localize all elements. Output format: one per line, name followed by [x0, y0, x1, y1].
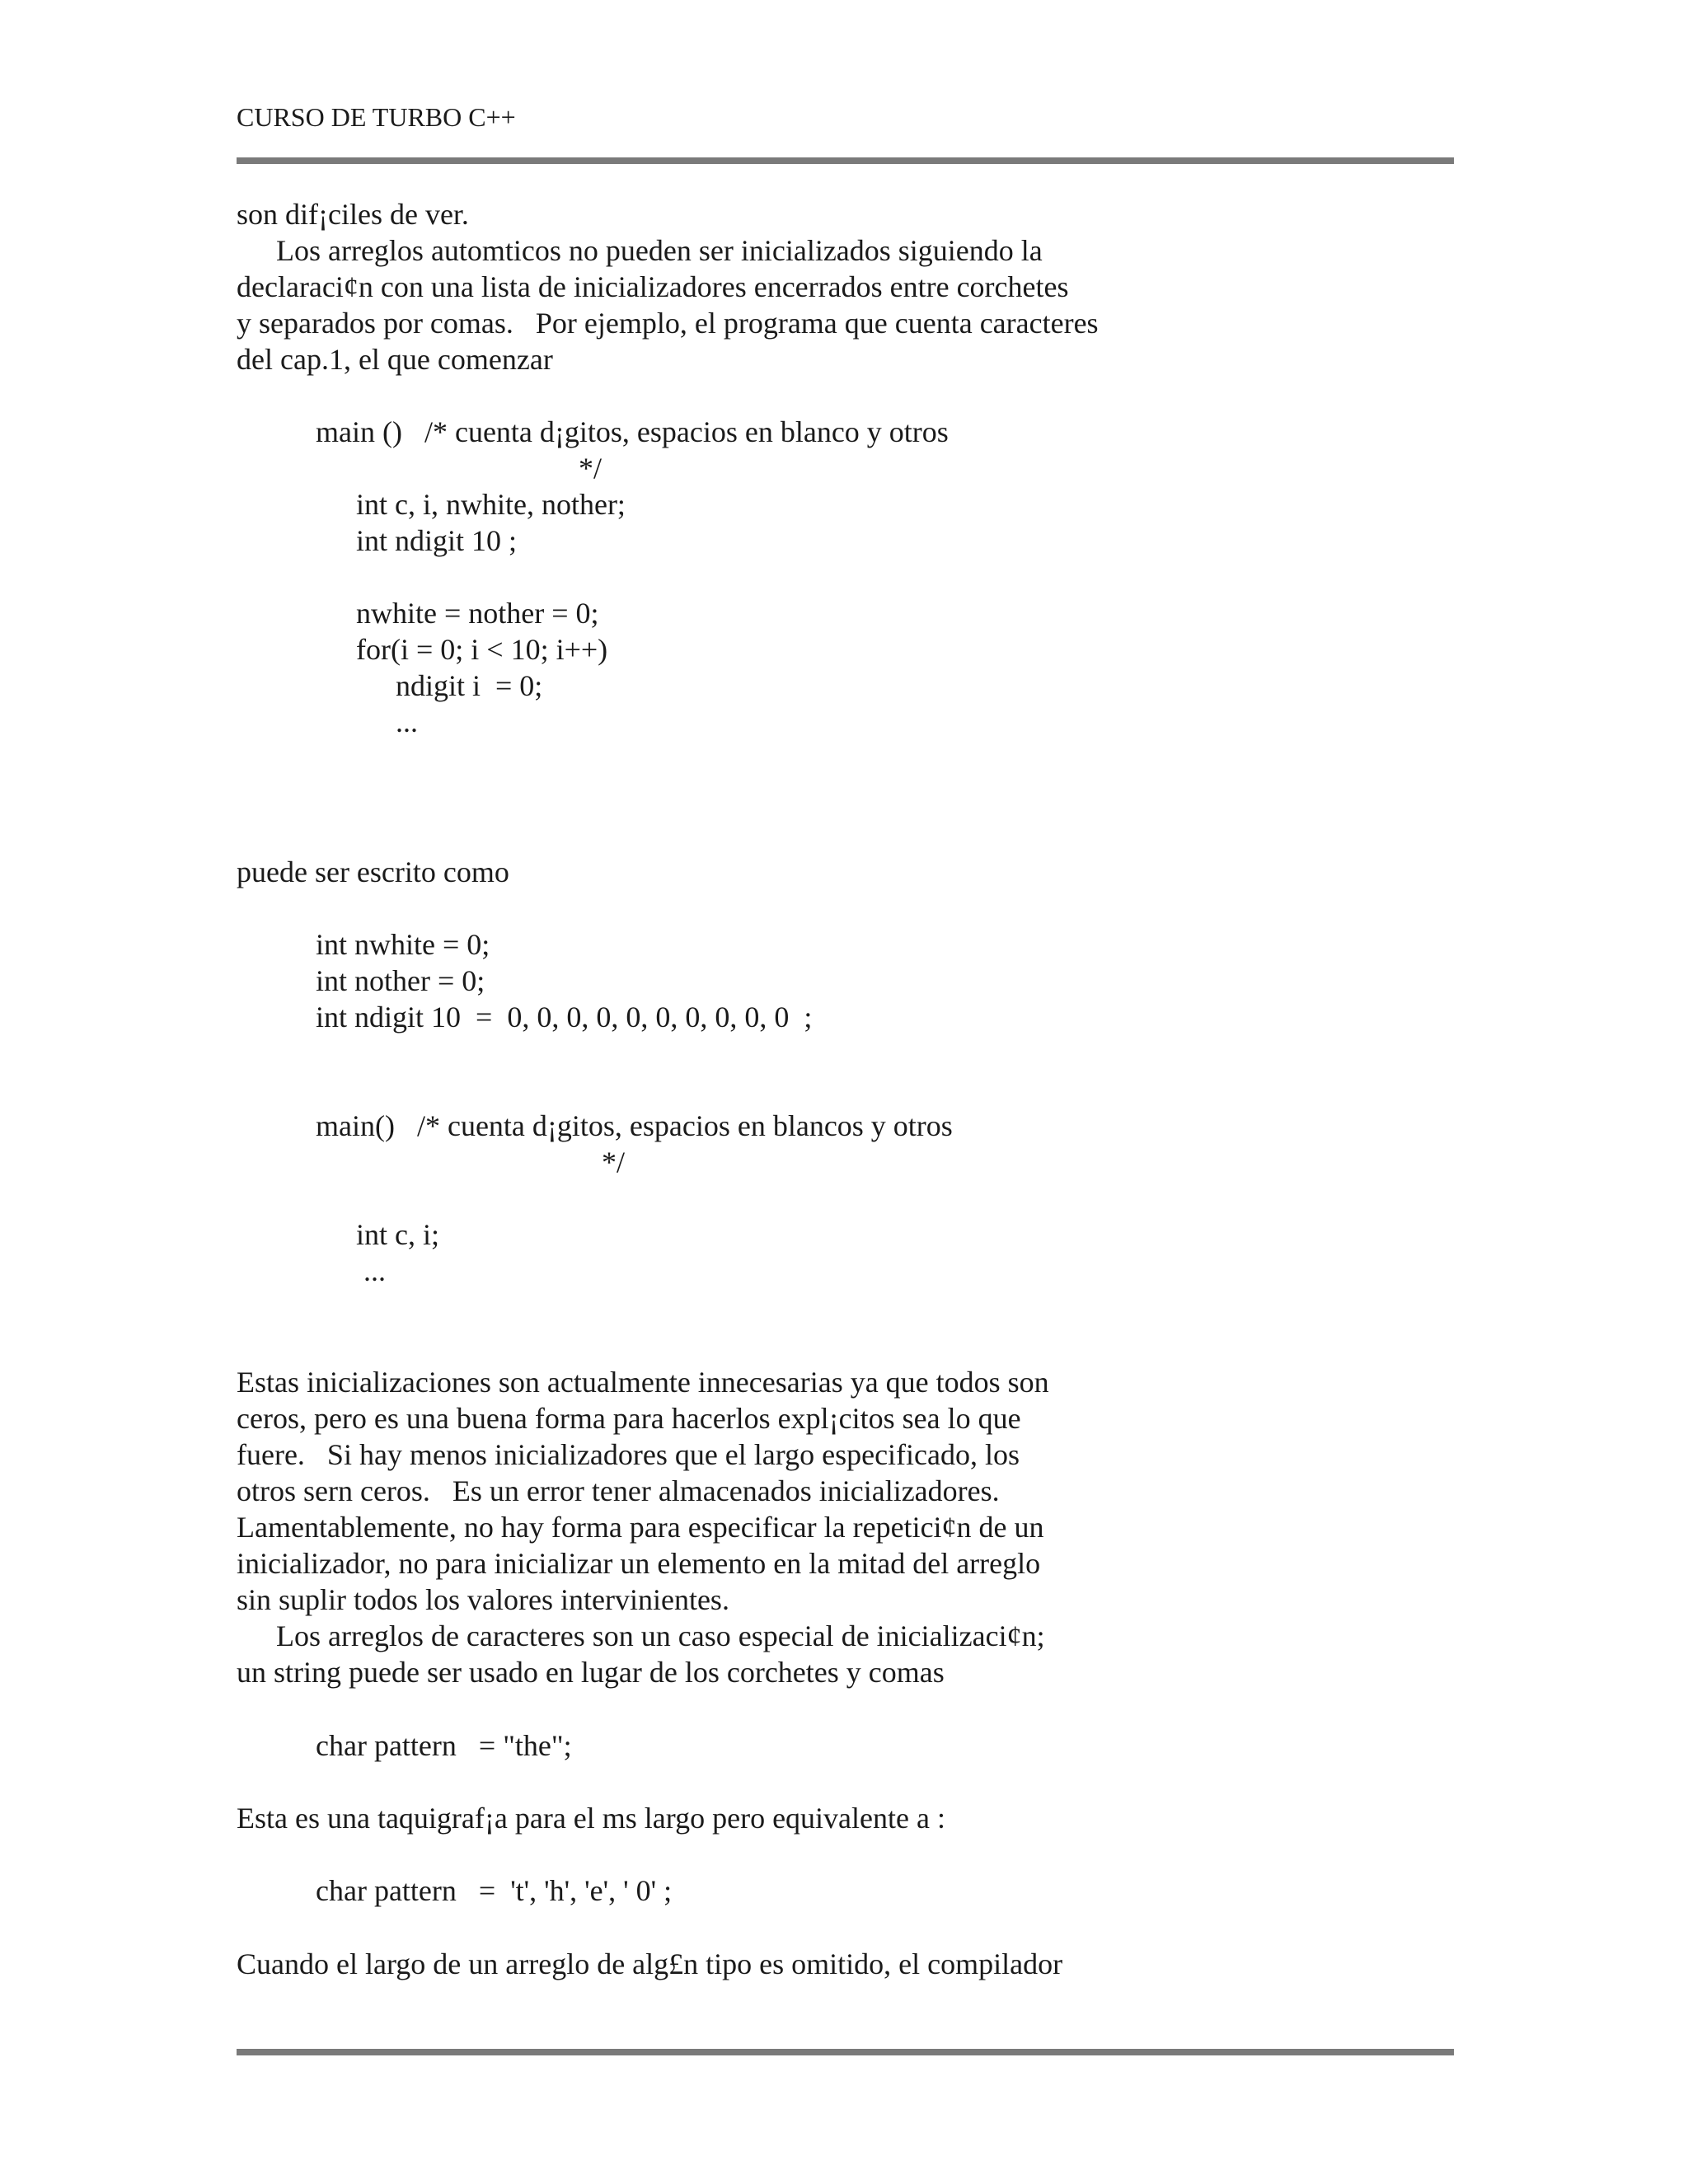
- code-line: nwhite = nother = 0;: [356, 597, 599, 630]
- header-rule: [237, 157, 1454, 164]
- code-line: char pattern = 't', 'h', 'e', ' 0' ;: [316, 1874, 673, 1907]
- text-line: Los arreglos automticos no pueden ser inicializados siguiendo la: [276, 234, 1043, 267]
- code-line: ndigit i = 0;: [396, 669, 543, 702]
- text-line: inicializador, no para inicializar un elemento en la mitad del arreglo: [237, 1547, 1041, 1580]
- text-line: del cap.1, el que comenzar: [237, 343, 553, 376]
- text-line: ceros, pero es una buena forma para hacerlos expl¡citos sea lo que: [237, 1402, 1021, 1435]
- text-line: Estas inicializaciones son actualmente innecesarias ya que todos son: [237, 1366, 1049, 1399]
- code-line: */: [579, 452, 603, 485]
- text-line: declaraci¢n con una lista de inicializadores encerrados entre corchetes: [237, 270, 1069, 303]
- code-line: int c, i;: [356, 1218, 439, 1251]
- code-line: main() /* cuenta d¡gitos, espacios en blancos y otros: [316, 1109, 953, 1142]
- code-line: for(i = 0; i < 10; i++): [356, 633, 608, 666]
- text-line: Los arreglos de caracteres son un caso especial de inicializaci¢n;: [276, 1619, 1045, 1652]
- code-line: int ndigit 10 ;: [356, 524, 518, 557]
- text-line: sin suplir todos los valores intervinientes.: [237, 1583, 729, 1616]
- text-line: Cuando el largo de un arreglo de alg£n tipo es omitido, el compilador: [237, 1947, 1063, 1980]
- code-line: */: [602, 1146, 626, 1179]
- text-line: y separados por comas. Por ejemplo, el programa que cuenta caracteres: [237, 307, 1099, 340]
- text-line: un string puede ser usado en lugar de los corchetes y comas: [237, 1656, 945, 1689]
- text-line: otros sern ceros. Es un error tener almacenados inicializadores.: [237, 1474, 1000, 1507]
- code-line: int nother = 0;: [316, 964, 485, 997]
- text-line: son dif¡ciles de ver.: [237, 198, 469, 231]
- code-line: char pattern = "the";: [316, 1729, 572, 1762]
- text-line: Lamentablemente, no hay forma para especificar la repetici¢n de un: [237, 1511, 1044, 1544]
- code-line: ...: [396, 705, 418, 738]
- code-line: int ndigit 10 = 0, 0, 0, 0, 0, 0, 0, 0, 0, 0 ;: [316, 1001, 813, 1033]
- footer-rule: [237, 2049, 1454, 2055]
- code-line: ...: [363, 1254, 386, 1287]
- code-line: int c, i, nwhite, nother;: [356, 488, 626, 521]
- code-line: int nwhite = 0;: [316, 928, 490, 961]
- text-line: puede ser escrito como: [237, 855, 509, 888]
- text-line: fuere. Si hay menos inicializadores que el largo especificado, los: [237, 1438, 1020, 1471]
- code-line: main () /* cuenta d¡gitos, espacios en blanco y otros: [316, 415, 949, 448]
- running-header: CURSO DE TURBO C++: [237, 102, 516, 132]
- text-line: Esta es una taquigraf¡a para el ms largo pero equivalente a :: [237, 1802, 945, 1835]
